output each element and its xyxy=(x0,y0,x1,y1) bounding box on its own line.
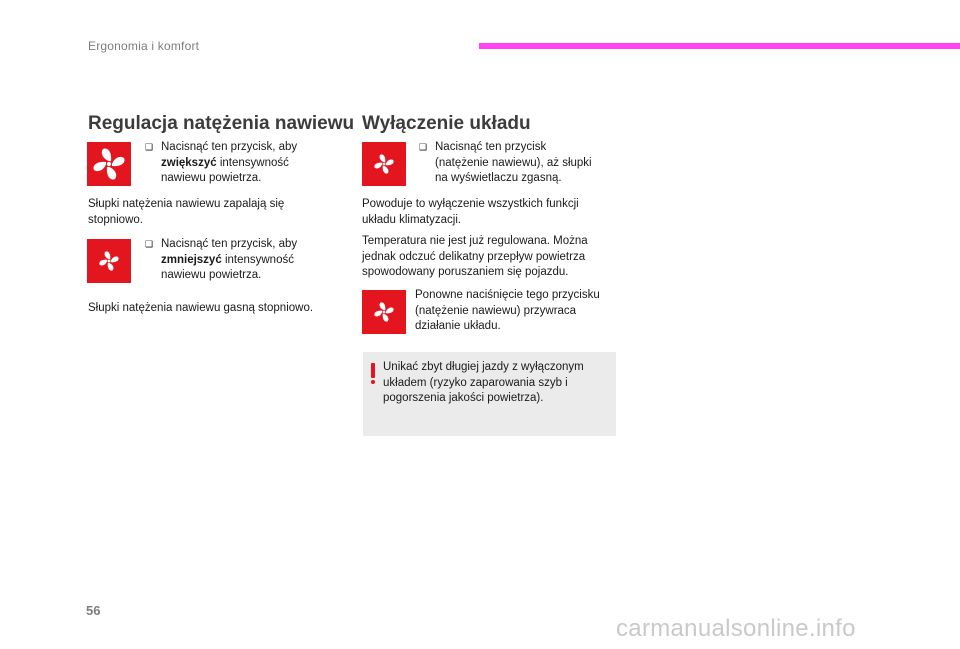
fan-decrease-button xyxy=(87,239,131,283)
heading-wylaczenie: Wyłączenie układu xyxy=(362,113,531,134)
watermark: carmanualsonline.info xyxy=(616,615,856,642)
left-item1 xyxy=(145,140,345,188)
left-item1-line1: Nacisnąć ten przycisk, aby xyxy=(161,141,298,153)
heading-regulacja: Regulacja natężenia nawiewu xyxy=(88,113,355,134)
warning-box xyxy=(363,352,616,436)
bullet-mark: ❑ xyxy=(145,239,154,249)
left-item2-bold: zmniejszyć xyxy=(161,253,222,266)
fan-large-icon xyxy=(87,142,131,186)
left-item1-bold: zwiększyć xyxy=(161,156,217,169)
fan-small-icon xyxy=(362,290,406,334)
warning-text: Unikać zbyt długiej jazdy z wyłączonym układem (ryzyko zaparowania szyb i pogorszenia jakości powietrza). xyxy=(383,361,584,404)
left-item2-line1: Nacisnąć ten przycisk, aby xyxy=(161,238,298,250)
right-item2: Ponowne naciśnięcie tego przycisku (natężenie nawiewu) przywraca działanie układu. xyxy=(415,289,600,332)
left-para1: Słupki natężenia nawiewu zapalają się stopniowo. xyxy=(88,198,285,226)
left-item1-post: intensywność xyxy=(219,156,289,169)
bullet-mark: ❑ xyxy=(145,142,154,152)
fan-small-icon xyxy=(87,239,131,283)
left-item2-post: intensywność xyxy=(224,253,294,266)
fan-off-button-1 xyxy=(362,142,406,186)
fan-increase-button xyxy=(87,142,131,186)
right-item1: ❑ Nacisnąć ten przycisk (natężenie nawiewu), aż słupki na wyświetlaczu zgasną. xyxy=(419,141,592,184)
left-para2: Słupki natężenia nawiewu gasną stopniowo. xyxy=(88,302,314,314)
page-number: 56 xyxy=(86,603,101,618)
fan-small-icon xyxy=(362,142,406,186)
left-item2 xyxy=(145,237,345,285)
right-para2: Temperatura nie jest już regulowana. Można jednak odczuć delikatny przepływ powietrza spowodowany poruszaniem się pojazdu. xyxy=(362,235,588,278)
section-label: Ergonomia i komfort xyxy=(88,39,200,53)
accent-bar xyxy=(479,43,960,49)
warning-icon xyxy=(371,363,376,384)
bullet-mark: ❑ xyxy=(419,142,428,152)
left-item2-line3: nawiewu powietrza. xyxy=(161,269,262,281)
left-item1-line3: nawiewu powietrza. xyxy=(161,172,262,184)
fan-off-button-2 xyxy=(362,290,406,334)
right-para1: Powoduje to wyłączenie wszystkich funkcji układu klimatyzacji. xyxy=(362,198,579,226)
